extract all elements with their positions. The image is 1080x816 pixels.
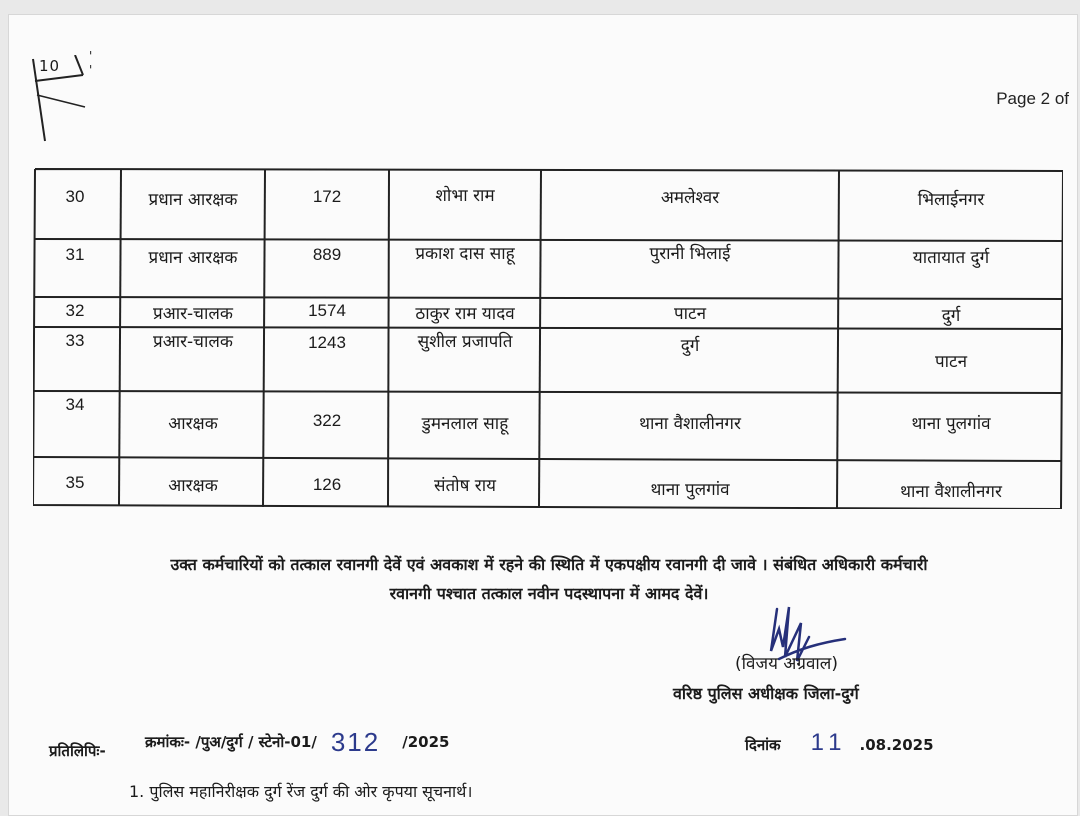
cell-rank: आरक्षक: [168, 476, 218, 496]
cell-rank: आरक्षक: [168, 414, 218, 434]
cell-name: ठाकुर राम यादव: [415, 304, 515, 324]
file-mark-ticks: ' ': [89, 49, 96, 77]
handwritten-signature: [749, 599, 859, 689]
cell-sn: 35: [65, 473, 85, 492]
cell-rank: प्रआर-चालक: [153, 304, 233, 324]
cell-to: दुर्ग: [941, 306, 961, 326]
cell-rank: प्रधान आरक्षक: [148, 248, 238, 268]
reference-handwritten-number: 312: [330, 727, 381, 757]
cell-sn: 32: [65, 301, 85, 320]
cell-name: प्रकाश दास साहू: [415, 244, 515, 264]
cell-sn: 31: [65, 245, 85, 264]
cell-to: थाना वैशालीनगर: [900, 482, 1002, 502]
cell-from: पुरानी भिलाई: [649, 244, 731, 264]
cell-name: डुमनलाल साहू: [421, 414, 509, 434]
cell-from: थाना पुलगांव: [650, 480, 730, 500]
cell-from: थाना वैशालीनगर: [639, 414, 741, 434]
date-handwritten-day: 11: [810, 729, 848, 756]
instruction-line-1: उक्त कर्मचारियों को तत्काल रवानगी देवें एवं अवकाश में रहने की स्थिति में एकपक्षीय रवानगी दी जावे । संबंधित अधिकारी कर्मचारी: [170, 555, 928, 574]
reference-prefix: क्रमांकः- /पुअ/दुर्ग / स्टेनो-01/: [145, 733, 317, 751]
file-number-mark: [25, 49, 96, 145]
cell-from: पाटन: [673, 304, 707, 324]
copy-to-label: प्रतिलिपिः-: [49, 742, 106, 760]
cell-from: अमलेश्वर: [660, 188, 720, 208]
page-number: Page 2 of: [996, 89, 1069, 108]
cell-to: भिलाईनगर: [917, 190, 985, 210]
cell-name: संतोष राय: [433, 476, 497, 496]
cell-from: दुर्ग: [680, 336, 700, 356]
signatory-name: (विजय अग्रवाल): [735, 654, 838, 674]
copy-item-1: 1. पुलिस महानिरीक्षक दुर्ग रेंज दुर्ग की ओर कृपया सूचनार्थ।: [129, 782, 473, 801]
cell-no: 322: [312, 411, 342, 430]
transfer-table: [33, 167, 1063, 509]
cell-to: पाटन: [934, 352, 968, 372]
document-page: [8, 14, 1078, 816]
signatory-designation: वरिष्ठ पुलिस अधीक्षक जिला-दुर्ग: [673, 684, 859, 703]
instruction-paragraph: [49, 550, 1049, 608]
issue-date: [745, 729, 934, 757]
reference-number: [145, 723, 450, 757]
cell-no: 126: [312, 475, 342, 494]
cell-sn: 33: [65, 331, 85, 350]
cell-sn: 34: [65, 395, 85, 414]
file-number: 10: [39, 57, 61, 75]
cell-no: 1574: [308, 301, 346, 320]
cell-no: 1243: [308, 333, 346, 352]
cell-no: 889: [312, 245, 342, 264]
cell-to: यातायात दुर्ग: [912, 248, 990, 268]
cell-name: सुशील प्रजापति: [417, 332, 513, 352]
cell-rank: प्रआर-चालक: [153, 332, 233, 352]
cell-name: शोभा राम: [435, 186, 495, 206]
date-label: दिनांक: [745, 736, 781, 754]
cell-no: 172: [312, 187, 342, 206]
cell-sn: 30: [65, 187, 85, 206]
date-rest: .08.2025: [859, 736, 934, 754]
reference-year: /2025: [402, 733, 450, 751]
cell-to: थाना पुलगांव: [911, 414, 991, 434]
instruction-line-2: रवानगी पश्चात तत्काल नवीन पदस्थापना में आमद देवें।: [389, 584, 709, 603]
cell-rank: प्रधान आरक्षक: [148, 190, 238, 210]
